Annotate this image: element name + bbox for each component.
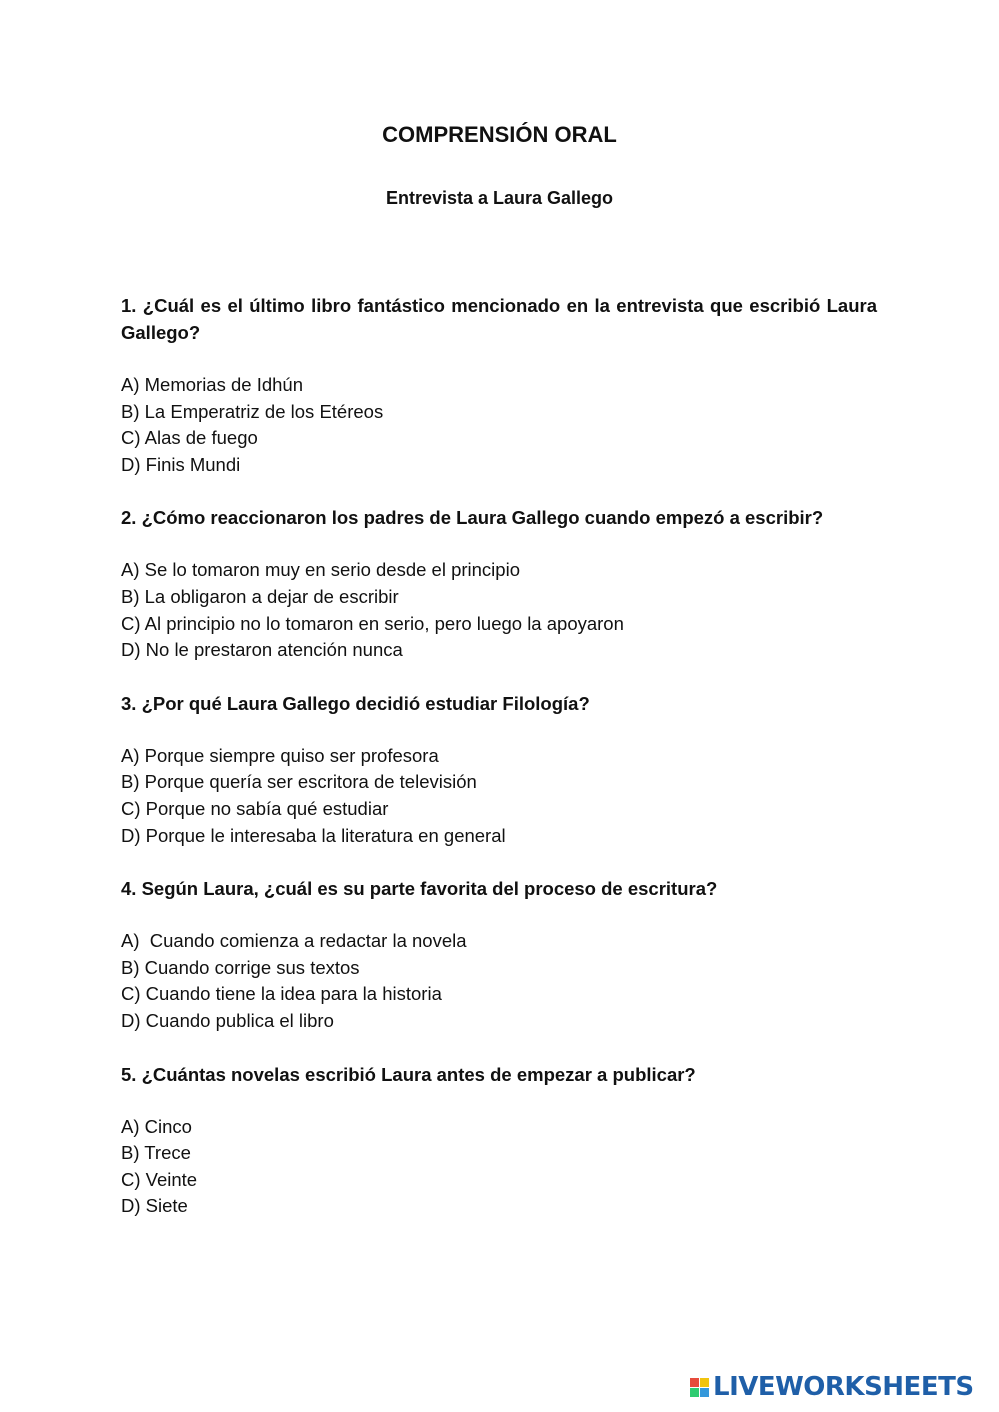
option-a[interactable]: A) Cuando comienza a redactar la novela	[121, 930, 467, 952]
option-c[interactable]: C) Veinte	[121, 1168, 198, 1190]
option-a[interactable]: A) Cinco	[121, 1115, 192, 1137]
option-c[interactable]: C) Alas de fuego	[121, 427, 258, 449]
option-b[interactable]: B) Trece	[121, 1142, 191, 1164]
option-d[interactable]: D) Finis Mundi	[121, 453, 241, 475]
page-title: COMPRENSIÓN ORAL	[382, 122, 617, 147]
option-b[interactable]: B) La Emperatriz de los Etéreos	[121, 400, 384, 422]
option-d[interactable]: D) Siete	[121, 1195, 188, 1217]
option-a[interactable]: A) Memorias de Idhún	[121, 374, 304, 395]
question-block-2	[121, 504, 877, 663]
page-subtitle: Entrevista a Laura Gallego	[385, 188, 614, 208]
option-d[interactable]: D) No le prestaron atención nunca	[121, 639, 403, 661]
option-c[interactable]: C) Al principio no lo tomaron en serio, pero luego la apoyaron	[121, 612, 624, 634]
option-c[interactable]: C) Porque no sabía qué estudiar	[121, 797, 389, 819]
question-text: 5. ¿Cuántas novelas escribió Laura antes de empezar a publicar?	[121, 1063, 696, 1085]
option-b[interactable]: B) Porque quería ser escritora de televisión	[121, 771, 477, 793]
option-b[interactable]: B) Cuando corrige sus textos	[121, 956, 360, 978]
question-text: 2. ¿Cómo reaccionaron los padres de Laura Gallego cuando empezó a escribir?	[121, 507, 824, 529]
logo-text: LIVEWORKSHEETS	[713, 1372, 974, 1402]
option-list	[121, 557, 877, 663]
question-block-1	[121, 292, 877, 478]
question-block-3	[121, 690, 877, 849]
option-c[interactable]: C) Cuando tiene la idea para la historia	[121, 983, 442, 1005]
liveworksheets-logo	[690, 1372, 974, 1402]
question-text: 4. Según Laura, ¿cuál es su parte favorita del proceso de escritura?	[121, 878, 718, 900]
option-a[interactable]: A) Se lo tomaron muy en serio desde el principio	[121, 559, 520, 581]
option-list	[121, 1114, 877, 1220]
option-list	[121, 372, 877, 478]
liveworksheets-logo-icon	[690, 1378, 709, 1397]
option-d[interactable]: D) Porque le interesaba la literatura en general	[121, 824, 506, 846]
option-list	[121, 743, 877, 849]
option-list	[121, 928, 877, 1034]
option-d[interactable]: D) Cuando publica el libro	[121, 1009, 334, 1031]
option-a[interactable]: A) Porque siempre quiso ser profesora	[121, 744, 439, 766]
question-text: 3. ¿Por qué Laura Gallego decidió estudiar Filología?	[121, 692, 590, 714]
question-text: 1. ¿Cuál es el último libro fantástico mencionado en la entrevista que escribió Laura Gallego?	[121, 295, 877, 343]
option-b[interactable]: B) La obligaron a dejar de escribir	[121, 585, 399, 607]
questionnaire	[121, 292, 877, 1246]
question-block-4	[121, 875, 877, 1034]
question-block-5	[121, 1061, 877, 1220]
